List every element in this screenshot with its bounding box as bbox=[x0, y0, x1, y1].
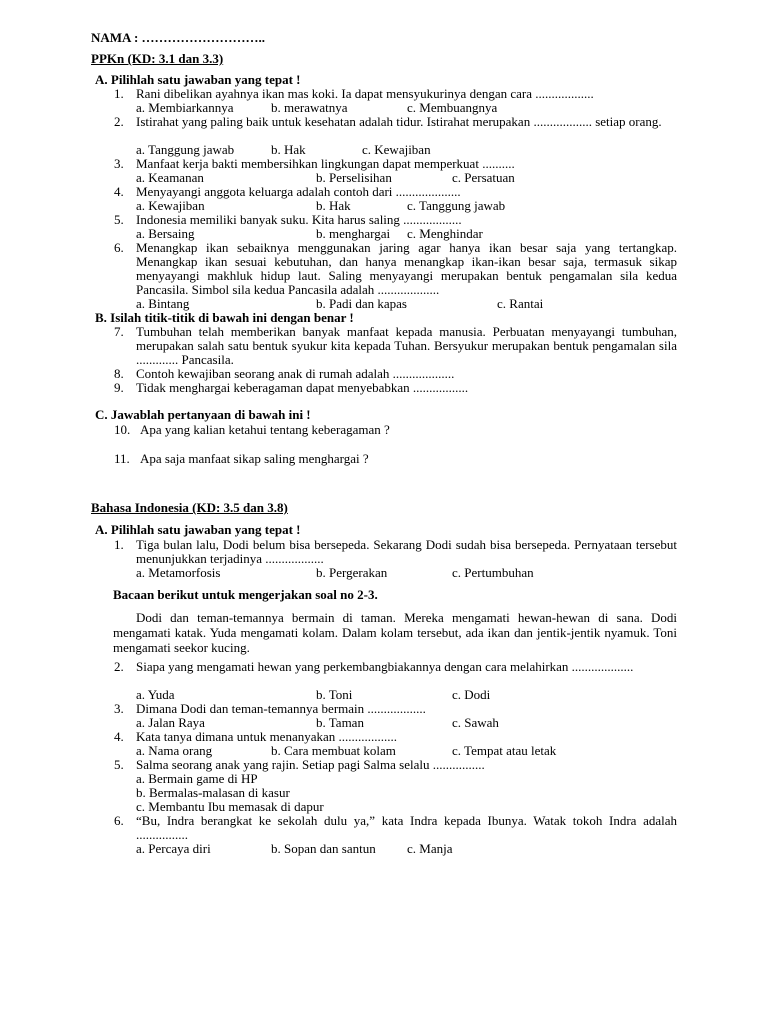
option-b: b. Sopan dan santun bbox=[271, 841, 376, 856]
question-text: Rani dibelikan ayahnya ikan mas koki. Ia dapat mensyukurinya dengan cara .................. bbox=[136, 86, 594, 101]
nama-field-label: NAMA : ……………………….. bbox=[91, 30, 266, 45]
question-number: 8. bbox=[114, 366, 124, 381]
question-number: 1. bbox=[114, 86, 124, 101]
question-number: 6. bbox=[114, 813, 124, 828]
option-c: c. Kewajiban bbox=[362, 142, 431, 157]
question-text: Menangkap ikan sebaiknya menggunakan jaring agar hanya ikan besar saja yang tertangkap. Menangkap ikan sesuai kebutuhan, dan hanya menangkap ikan-ikan besar saja, termasuk sikap menyayangi makhluk hidup laut. Saling menyayangi merupakan bentuk pengamalan sila kedua Pancasila. Simbol sila kedua Pancasila adalah ................... bbox=[136, 240, 677, 297]
option-a: a. Kewajiban bbox=[136, 198, 205, 213]
option-a: a. Percaya diri bbox=[136, 841, 211, 856]
option-c: c. Dodi bbox=[452, 687, 491, 702]
option-b: b. Toni bbox=[316, 687, 353, 702]
question-text: Tumbuhan telah memberikan banyak manfaat kepada manusia. Perbuatan menyayangi tumbuhan, merupakan salah satu bentuk syukur kita kepada Tuhan. Bersyukur merupakan bentuk pengamalan sila ............. Pancasila. bbox=[136, 324, 677, 367]
question-number: 5. bbox=[114, 212, 124, 227]
option-b: b. Pergerakan bbox=[316, 565, 388, 580]
question-text: Tidak menghargai keberagaman dapat menyebabkan ................. bbox=[136, 380, 469, 395]
question-number: 3. bbox=[114, 701, 124, 716]
ppkn-section-title: PPKn (KD: 3.1 dan 3.3) bbox=[91, 51, 224, 66]
ppkn-section-b-heading: B. Isilah titik-titik di bawah ini dengan benar ! bbox=[95, 310, 354, 325]
question-text: Apa yang kalian ketahui tentang keberagaman ? bbox=[140, 422, 390, 437]
question-number: 7. bbox=[114, 324, 124, 339]
option-b: b. Bermalas-malasan di kasur bbox=[136, 785, 290, 800]
option-c: c. Membantu Ibu memasak di dapur bbox=[136, 799, 324, 814]
option-b: b. Hak bbox=[316, 198, 351, 213]
question-number: 5. bbox=[114, 757, 124, 772]
question-number: 4. bbox=[114, 184, 124, 199]
question-number: 11. bbox=[114, 451, 130, 466]
question-number: 4. bbox=[114, 729, 124, 744]
reading-passage: Dodi dan teman-temannya bermain di taman. Mereka mengamati hewan-hewan di sana. Dodi mengamati katak. Yuda mengamati kolam. Dalam kolam tersebut, ada ikan dan jentik-jentik nyamuk. Toni mengamati seekor kucing. bbox=[113, 610, 677, 655]
option-b: b. Taman bbox=[316, 715, 364, 730]
option-c: c. Tempat atau letak bbox=[452, 743, 557, 758]
question-text: Menyayangi anggota keluarga adalah contoh dari .................... bbox=[136, 184, 461, 199]
question-number: 2. bbox=[114, 114, 124, 129]
option-c: c. Persatuan bbox=[452, 170, 515, 185]
option-b: b. Cara membuat kolam bbox=[271, 743, 396, 758]
option-c: c. Manja bbox=[407, 841, 453, 856]
question-text: Siapa yang mengamati hewan yang perkembangbiakannya dengan cara melahirkan ................... bbox=[136, 659, 634, 674]
question-text: Kata tanya dimana untuk menanyakan .................. bbox=[136, 729, 398, 744]
option-a: a. Metamorfosis bbox=[136, 565, 221, 580]
bindo-section-title: Bahasa Indonesia (KD: 3.5 dan 3.8) bbox=[91, 500, 288, 515]
question-text: Istirahat yang paling baik untuk kesehatan adalah tidur. Istirahat merupakan .................. setiap orang. bbox=[136, 114, 662, 129]
option-a: a. Nama orang bbox=[136, 743, 213, 758]
question-text: Contoh kewajiban seorang anak di rumah adalah ................... bbox=[136, 366, 455, 381]
option-c: c. Rantai bbox=[497, 296, 544, 311]
question-text: Salma seorang anak yang rajin. Setiap pagi Salma selalu ................ bbox=[136, 757, 485, 772]
question-number: 9. bbox=[114, 380, 124, 395]
question-text: Tiga bulan lalu, Dodi belum bisa bersepeda. Sekarang Dodi sudah bisa bersepeda. Pernyataan tersebut menunjukkan terjadinya .................. bbox=[136, 537, 677, 566]
question-text: “Bu, Indra berangkat ke sekolah dulu ya,” kata Indra kepada Ibunya. Watak tokoh Indra adalah ................ bbox=[136, 813, 677, 842]
option-a: a. Bintang bbox=[136, 296, 190, 311]
option-a: a. Bermain game di HP bbox=[136, 771, 258, 786]
option-b: b. Perselisihan bbox=[316, 170, 392, 185]
option-c: c. Pertumbuhan bbox=[452, 565, 534, 580]
option-c: c. Membuangnya bbox=[407, 100, 498, 115]
option-a: a. Yuda bbox=[136, 687, 175, 702]
question-text: Apa saja manfaat sikap saling menghargai ? bbox=[140, 451, 369, 466]
option-a: a. Membiarkannya bbox=[136, 100, 234, 115]
option-b: b. Padi dan kapas bbox=[316, 296, 407, 311]
option-a: a. Keamanan bbox=[136, 170, 204, 185]
option-c: c. Menghindar bbox=[407, 226, 483, 241]
option-c: c. Tanggung jawab bbox=[407, 198, 506, 213]
question-number: 1. bbox=[114, 537, 124, 552]
question-number: 10. bbox=[114, 422, 131, 437]
question-number: 6. bbox=[114, 240, 124, 255]
option-a: a. Tanggung jawab bbox=[136, 142, 235, 157]
ppkn-section-c-heading: C. Jawablah pertanyaan di bawah ini ! bbox=[95, 407, 311, 422]
option-b: b. merawatnya bbox=[271, 100, 348, 115]
option-a: a. Jalan Raya bbox=[136, 715, 205, 730]
reading-heading: Bacaan berikut untuk mengerjakan soal no 2-3. bbox=[113, 587, 378, 602]
ppkn-section-a-heading: A. Pilihlah satu jawaban yang tepat ! bbox=[95, 72, 301, 87]
question-text: Dimana Dodi dan teman-temannya bermain .................. bbox=[136, 701, 426, 716]
question-text: Manfaat kerja bakti membersihkan lingkungan dapat memperkuat .......... bbox=[136, 156, 515, 171]
question-number: 3. bbox=[114, 156, 124, 171]
option-c: c. Sawah bbox=[452, 715, 499, 730]
question-text: Indonesia memiliki banyak suku. Kita harus saling .................. bbox=[136, 212, 462, 227]
option-a: a. Bersaing bbox=[136, 226, 195, 241]
option-b: b. Hak bbox=[271, 142, 306, 157]
bindo-section-a-heading: A. Pilihlah satu jawaban yang tepat ! bbox=[95, 522, 301, 537]
question-number: 2. bbox=[114, 659, 124, 674]
option-b: b. menghargai bbox=[316, 226, 391, 241]
